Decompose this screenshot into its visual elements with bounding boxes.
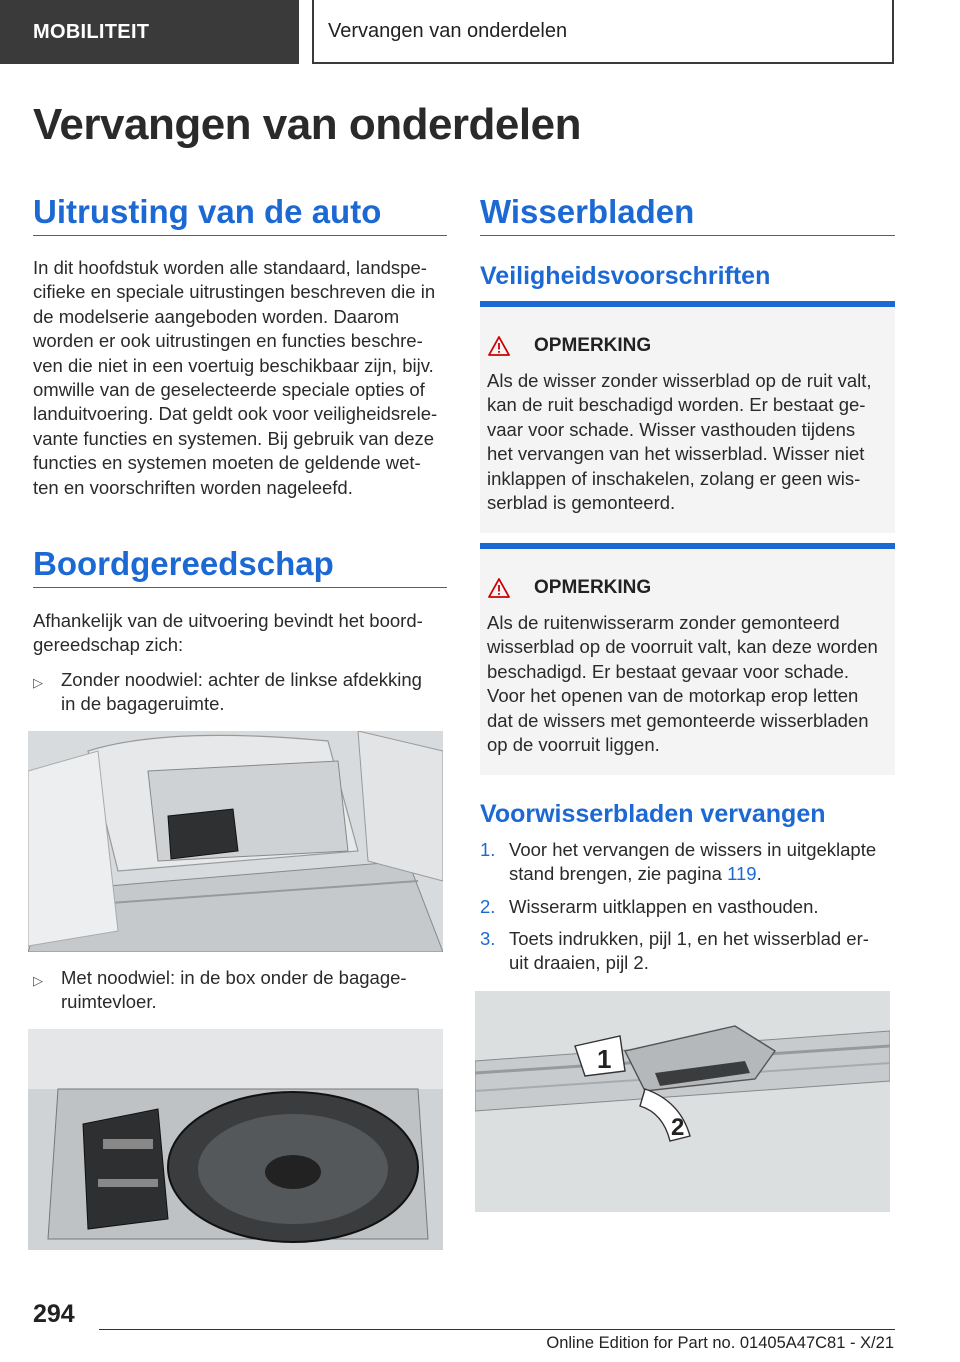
footer-edition: Online Edition for Part no. 01405A47C81 - X/21 <box>546 1334 894 1352</box>
footer-rule <box>99 1329 895 1330</box>
notice-header <box>488 577 651 599</box>
text-line: cifieke en speciale uitrustingen beschreven die in <box>33 281 436 303</box>
text-line: wisserblad op de voorruit valt, kan deze worden <box>487 636 878 658</box>
triangle-bullet-icon: ▷ <box>33 675 43 690</box>
bullet-item <box>61 668 451 717</box>
step-item <box>509 927 897 976</box>
text-line: Als de ruitenwisserarm zonder gemonteerd <box>487 612 840 633</box>
notice-text <box>487 369 892 515</box>
wiper-illustration <box>475 991 890 1212</box>
text-line: vaar voor schade. Wisser vasthouden tijdens <box>487 418 856 440</box>
text-line: Wisserarm uitklappen en vasthouden. <box>509 896 819 917</box>
text-line: op de voorruit liggen. <box>487 734 660 756</box>
triangle-bullet-icon: ▷ <box>33 973 43 988</box>
text-fragment: stand brengen, zie pagina <box>509 863 728 885</box>
text-line: ruimtevloer. <box>61 991 157 1013</box>
header-chapter-label: Vervangen van onderdelen <box>328 19 568 42</box>
heading-uitrusting: Uitrusting van de auto <box>33 193 382 230</box>
step-item <box>509 895 897 919</box>
warning-triangle-icon <box>488 336 510 356</box>
step-number: 3. <box>480 928 496 949</box>
boordgereedschap-intro <box>33 609 453 658</box>
heading-boordgereedschap: Boordgereedschap <box>33 545 334 582</box>
spare-wheel-image <box>28 1029 443 1250</box>
heading-rule <box>33 235 447 236</box>
notice-box <box>480 301 895 533</box>
text-line: het vervangen van het wisserblad. Wisser niet <box>487 443 865 465</box>
text-line: Afhankelijk van de uitvoering bevindt het boord- <box>33 610 423 631</box>
heading-voorwisserbladen: Voorwisserbladen vervangen <box>480 800 826 828</box>
step-number: 1. <box>480 839 496 860</box>
text-line: uit draaien, pijl 2. <box>509 952 649 974</box>
bullet-item <box>61 966 451 1015</box>
text-fragment: . <box>756 863 762 885</box>
step-number: 2. <box>480 896 496 917</box>
notice-box <box>480 543 895 775</box>
notice-label: OPMERKING <box>534 335 652 356</box>
text-line: worden er ook uitrustingen en functies beschre- <box>33 330 423 352</box>
notice-header <box>488 335 651 357</box>
spare-wheel-illustration <box>28 1029 443 1250</box>
heading-wisserbladen: Wisserbladen <box>480 193 695 230</box>
text-line: de modelserie aangeboden worden. Daarom <box>33 305 400 327</box>
trunk-illustration <box>28 731 443 952</box>
wiper-image <box>475 991 890 1212</box>
text-line: Voor het vervangen de wissers in uitgeklapte <box>509 839 877 860</box>
arrow-label: 2 <box>671 1114 685 1141</box>
page-title: Vervangen van onderdelen <box>33 100 581 149</box>
text-line <box>509 862 897 886</box>
header-section-label: MOBILITEIT <box>33 20 150 43</box>
notice-text <box>487 611 892 757</box>
warning-triangle-icon <box>488 578 510 598</box>
text-line: Toets indrukken, pijl 1, en het wisserblad er- <box>509 928 869 949</box>
text-line: omwille van de geselecteerde speciale opties of <box>33 379 425 401</box>
text-line: Als de wisser zonder wisserblad op de ruit valt, <box>487 370 872 391</box>
text-line: Met noodwiel: in de box onder de bagage- <box>61 967 407 988</box>
text-line: beschadigd. Er bestaat gevaar voor schade. <box>487 660 850 682</box>
text-line: dat de wissers met gemonteerde wisserbladen <box>487 709 869 731</box>
page-number: 294 <box>33 1300 75 1328</box>
uitrusting-paragraph <box>33 256 453 500</box>
heading-rule <box>33 587 447 588</box>
arrow-label: 1 <box>597 1044 612 1074</box>
text-line: Zonder noodwiel: achter de linkse afdekking <box>61 669 422 690</box>
text-line: vante functies en systemen. Bij gebruik van deze <box>33 427 435 449</box>
text-line: landuitvoering. Dat geldt ook voor veiligheidsrele- <box>33 403 438 425</box>
text-line: ten en voorschriften worden nageleefd. <box>33 476 353 498</box>
heading-rule <box>480 235 895 236</box>
subheading-veiligheid: Veiligheidsvoorschriften <box>480 262 771 290</box>
text-line: kan de ruit beschadigd worden. Er bestaat ge- <box>487 394 866 416</box>
text-line: gereedschap zich: <box>33 634 184 656</box>
text-line: inklappen of inschakelen, zolang er geen wis- <box>487 467 861 489</box>
text-line: in de bagageruimte. <box>61 693 225 715</box>
text-line: serblad is gemonteerd. <box>487 492 676 514</box>
page-link[interactable]: 119 <box>727 863 757 885</box>
header-chapter-tab <box>312 0 894 64</box>
notice-label: OPMERKING <box>534 577 652 598</box>
text-line: Voor het openen van de motorkap erop letten <box>487 685 859 707</box>
text-line: functies en systemen moeten de geldende wet- <box>33 452 421 474</box>
trunk-image <box>28 731 443 952</box>
header-section-tab <box>0 0 299 64</box>
text-line: ven die niet in een voertuig beschikbaar zijn, bijv. <box>33 354 434 376</box>
text-line: In dit hoofdstuk worden alle standaard, landspe- <box>33 257 427 278</box>
step-item <box>509 838 897 887</box>
